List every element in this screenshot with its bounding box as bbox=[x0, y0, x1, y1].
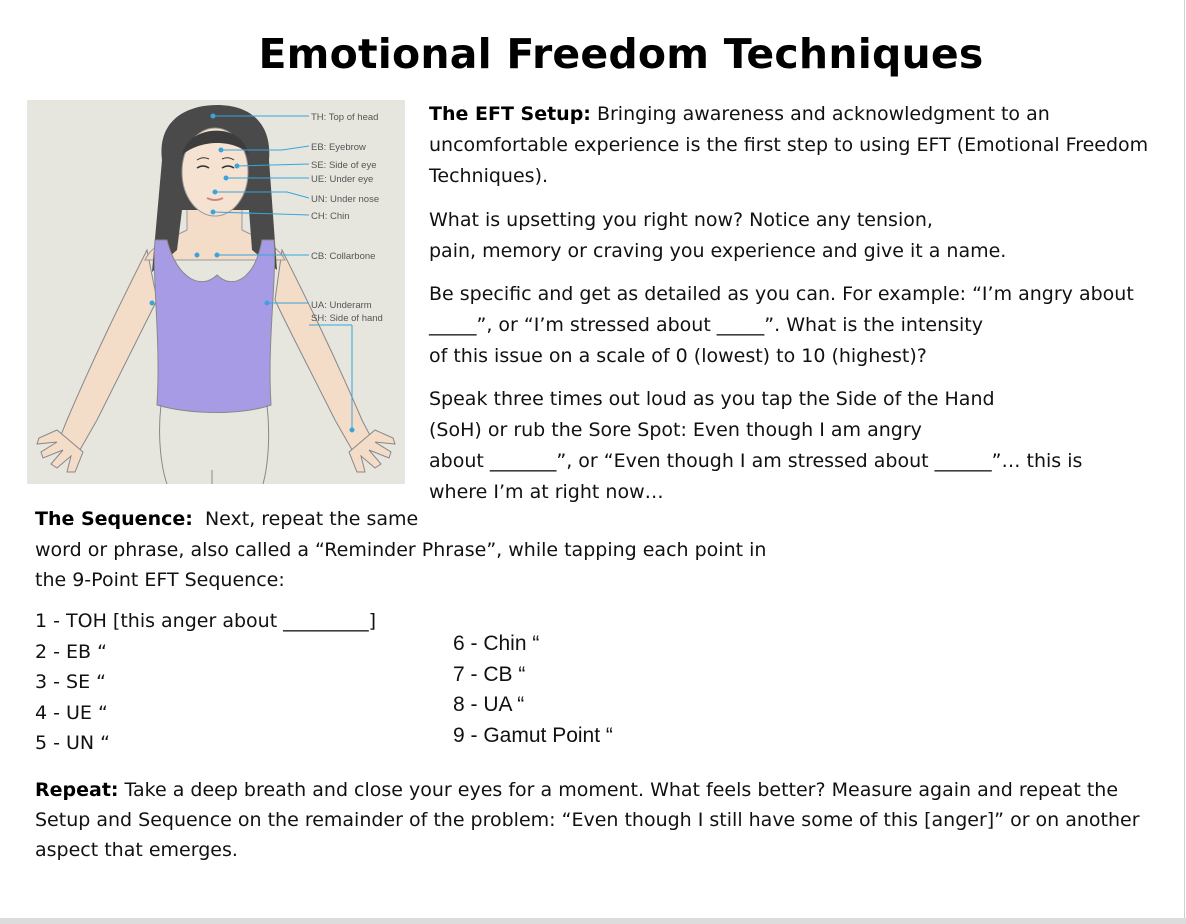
label-eyebrow: EB: Eyebrow bbox=[311, 142, 366, 153]
label-top-of-head: TH: Top of head bbox=[311, 112, 379, 123]
sequence-item-8: 8 - UA “ bbox=[453, 693, 525, 716]
sequence-item-9: 9 - Gamut Point “ bbox=[453, 723, 613, 747]
sequence-list-left bbox=[35, 606, 376, 759]
repeat-line2: Setup and Sequence on the remainder of the problem: “Even though I still have some of this [anger]” or on another bbox=[35, 809, 1140, 831]
setup-intro-text: Bringing awareness and acknowledgment to an uncomfortable experience is the first step to using EFT (Emotional Freedom Techniques). bbox=[429, 103, 1149, 187]
setup-p2-line2: pain, memory or craving you experience and give it a name. bbox=[429, 240, 1007, 262]
repeat-line3: aspect that emerges. bbox=[35, 839, 238, 861]
label-chin: CH: Chin bbox=[311, 211, 350, 222]
setup-p4-line3: about _______”, or “Even though I am stressed about ______”… this is bbox=[429, 450, 1083, 472]
sequence-line1: Next, repeat the same bbox=[192, 508, 419, 530]
woman-tapping-points-drawing bbox=[27, 100, 405, 484]
sequence-list-right bbox=[453, 629, 613, 751]
label-side-of-hand: SH: Side of hand bbox=[311, 313, 383, 324]
bottom-scroll-bar bbox=[0, 918, 1186, 924]
setup-p4-line1: Speak three times out loud as you tap the Side of the Hand bbox=[429, 388, 995, 410]
page-title: Emotional Freedom Techniques bbox=[258, 30, 984, 78]
sequence-paragraph bbox=[35, 504, 766, 596]
sequence-heading: The Sequence: bbox=[35, 508, 193, 530]
sequence-item-7: 7 - CB “ bbox=[453, 662, 526, 686]
sequence-item-4: 4 - UE “ bbox=[35, 701, 108, 724]
setup-p3-line1: Be specific and get as detailed as you can. For example: “I’m angry about bbox=[429, 283, 1134, 305]
label-underarm: UA: Underarm bbox=[311, 300, 372, 311]
setup-p4-line2: (SoH) or rub the Sore Spot: Even though I am angry bbox=[429, 419, 922, 441]
repeat-heading: Repeat: bbox=[35, 779, 119, 801]
sequence-line3: the 9-Point EFT Sequence: bbox=[35, 569, 285, 591]
setup-p3-line2: _____”, or “I’m stressed about _____”. What is the intensity bbox=[429, 314, 984, 336]
setup-p2-line1: What is upsetting you right now? Notice any tension, bbox=[429, 209, 933, 231]
sequence-item-2: 2 - EB “ bbox=[35, 640, 107, 663]
sequence-item-1: 1 - TOH [this anger about _________] bbox=[35, 610, 377, 632]
label-under-eye: UE: Under eye bbox=[311, 174, 374, 185]
sequence-item-6: 6 - Chin “ bbox=[453, 632, 540, 655]
sequence-item-3: 3 - SE “ bbox=[35, 671, 106, 693]
setup-heading: The EFT Setup: bbox=[429, 103, 591, 125]
label-side-of-eye: SE: Side of eye bbox=[311, 160, 377, 171]
setup-intro-paragraph bbox=[429, 99, 1159, 192]
setup-paragraph-4 bbox=[429, 384, 1082, 508]
label-collarbone: CB: Collarbone bbox=[311, 251, 376, 262]
setup-p3-line3: of this issue on a scale of 0 (lowest) to 10 (highest)? bbox=[429, 345, 927, 367]
repeat-line1: Take a deep breath and close your eyes for a moment. What feels better? Measure again and repeat the bbox=[118, 779, 1119, 801]
sequence-line2: word or phrase, also called a “Reminder Phrase”, while tapping each point in bbox=[35, 538, 767, 561]
sequence-item-5: 5 - UN “ bbox=[35, 732, 111, 754]
label-under-nose: UN: Under nose bbox=[311, 194, 380, 205]
repeat-paragraph bbox=[35, 775, 1140, 865]
setup-paragraph-2 bbox=[429, 205, 1006, 267]
setup-p4-line4: where I’m at right now… bbox=[429, 481, 664, 503]
setup-paragraph-3 bbox=[429, 279, 1134, 372]
tapping-points-illustration bbox=[27, 100, 405, 484]
